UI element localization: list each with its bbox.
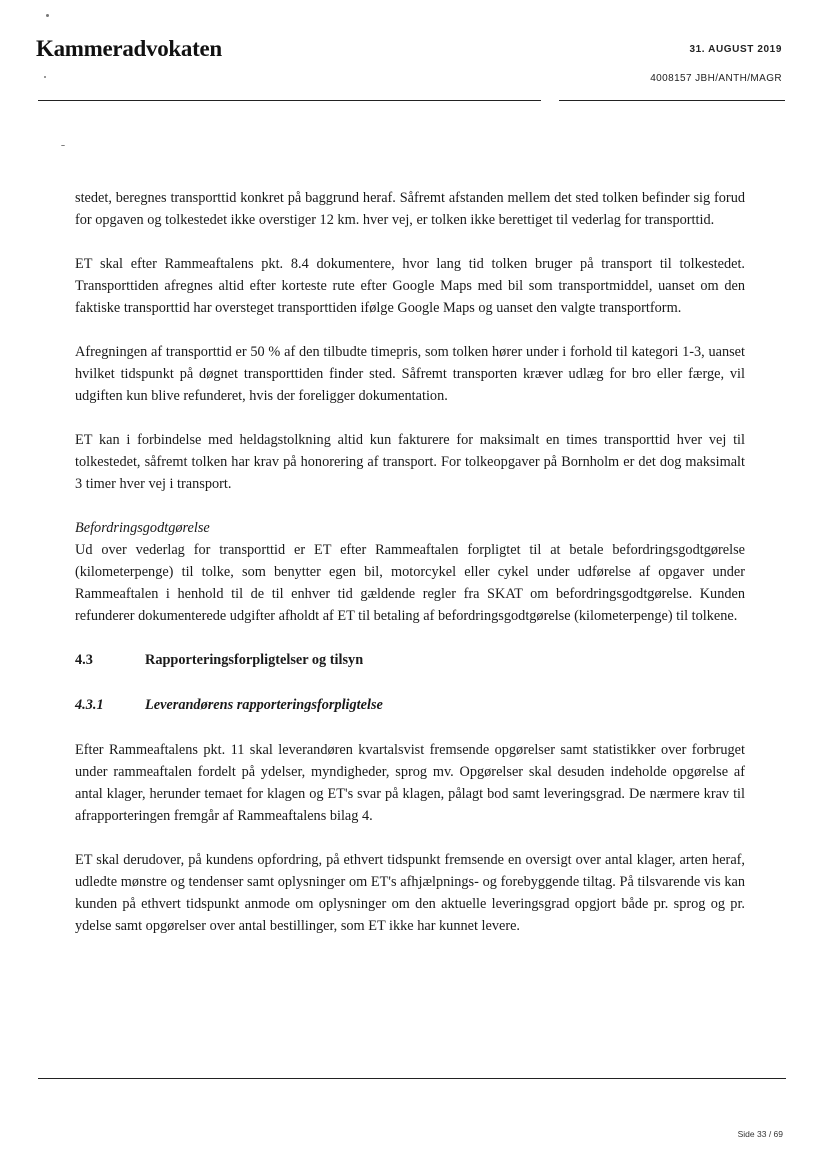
document-body bbox=[75, 187, 745, 959]
document-reference: 4008157 JBH/ANTH/MAGR bbox=[650, 73, 782, 84]
paragraph: ET skal derudover, på kundens opfordring, på ethvert tidspunkt fremsende en oversigt over antal klager, arten heraf, udledte mønstre og tendenser samt oplysninger om ET's afhjælpnings- og forebyggende tiltag. På tilsvarende vis kan kunden på ethvert tidspunkt anmode om oplysninger om den aktuelle leveringsgrad opgjort både pr. sprog og pr. ydelse samt opgørelser over antal bestillinger, som ET ikke har kunnet levere. bbox=[75, 852, 745, 934]
subheading-befordringsgodtgoerelse: Befordringsgodtgørelse bbox=[75, 520, 210, 536]
document-date: 31. AUGUST 2019 bbox=[689, 44, 782, 55]
paragraph: ET kan i forbindelse med heldagstolkning altid kun fakturere for maksimalt en times transporttid hver vej til tolkestedet, såfremt tolken har krav på honorering af transport. For tolkeopgaver på Bornholm er det dog maksimalt 3 timer hver vej i transport. bbox=[75, 432, 745, 492]
scan-speck bbox=[44, 76, 46, 78]
footer-rule bbox=[38, 1078, 786, 1079]
header-rule-left bbox=[38, 100, 541, 101]
paragraph: Efter Rammeaftalens pkt. 11 skal leverandøren kvartalsvist fremsende opgørelser samt statistikker over forbruget under rammeaftalen fordelt på ydelser, myndigheder, sprog mv. Opgørelser skal desuden indeholde opgørelse af antal klager, herunder temaet for klagen og ET's svar på klagen, pålagt bod samt leveringsgrad. De nærmere krav til afrapporteringen fremgår af Rammeaftalens bilag 4. bbox=[75, 742, 745, 824]
section-title: Rapporteringsforpligtelser og tilsyn bbox=[145, 652, 364, 668]
section-title: Leverandørens rapporteringsforpligtelse bbox=[145, 697, 383, 713]
paragraph: ET skal efter Rammeaftalens pkt. 8.4 dokumentere, hvor lang tid tolken bruger på transport til tolkestedet. Transporttiden afregnes altid efter korteste rute efter Google Maps med bil som transportmiddel, uanset om den faktiske transporttid har oversteget transporttiden ifølge Google Maps og uanset den valgte transportform. bbox=[75, 256, 745, 316]
page-number: Side 33 / 69 bbox=[737, 1129, 783, 1139]
section-number: 4.3.1 bbox=[75, 697, 104, 713]
scan-speck bbox=[61, 145, 65, 146]
paragraph: Afregningen af transporttid er 50 % af den tilbudte timepris, som tolken hører under i forhold til kategori 1-3, uanset hvilket tidspunkt på døgnet transporttiden finder sted. Såfremt transporten kræver udlæg for bro eller færge, vil udgiften kun blive refunderet, hvis der foreligger dokumentation. bbox=[75, 344, 745, 404]
section-heading-4-3 bbox=[75, 649, 745, 671]
scan-speck bbox=[46, 14, 49, 17]
header-rule-right bbox=[559, 100, 785, 101]
section-heading-4-3-1 bbox=[75, 694, 745, 716]
section-number: 4.3 bbox=[75, 652, 93, 668]
kammeradvokaten-logo: Kammeradvokaten bbox=[36, 36, 222, 61]
paragraph: Ud over vederlag for transporttid er ET efter Rammeaftalen forpligtet til at betale befordringsgodtgørelse (kilometerpenge) til tolke, som benytter egen bil, motorcykel eller cykel under udførelse af opgaver under Rammeaftalen i henhold til de til enhver tid gældende regler fra SKAT om befordringsgodtgørelse. Kunden refunderer dokumenterede udgifter afholdt af ET til betaling af befordringsgodtgørelse (kilometerpenge) til tolkene. bbox=[75, 542, 745, 624]
paragraph: stedet, beregnes transporttid konkret på baggrund heraf. Såfremt afstanden mellem det sted tolken befinder sig forud for opgaven og tolkestedet ikke overstiger 12 km. hver vej, er tolken ikke berettiget til vederlag for transporttid. bbox=[75, 190, 745, 228]
